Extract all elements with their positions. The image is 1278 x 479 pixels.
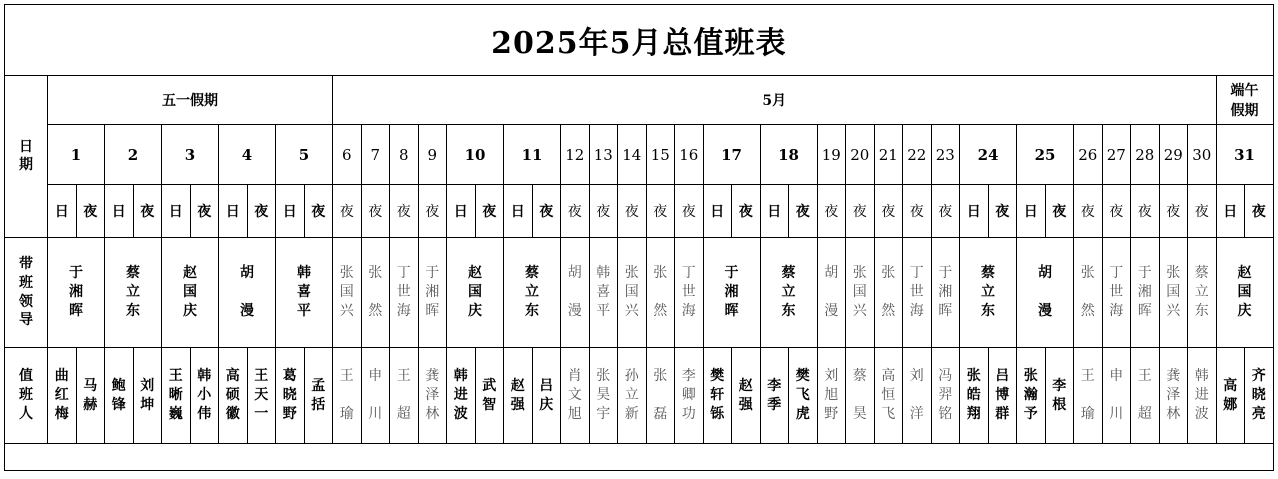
- date-cell: 23: [931, 125, 960, 185]
- leader-cell: 胡 漫: [1017, 238, 1074, 348]
- shift-cell: 日: [1216, 185, 1245, 238]
- shift-cell: 夜: [133, 185, 162, 238]
- shift-cell: 日: [105, 185, 134, 238]
- leader-cell: 张 国 兴: [846, 238, 875, 348]
- date-cell: 3: [162, 125, 219, 185]
- leader-cell: 丁 世 海: [390, 238, 419, 348]
- shift-cell: 日: [447, 185, 476, 238]
- duty-person-cell: 武 智: [475, 348, 504, 444]
- duty-person-cell: 韩 进 波: [1188, 348, 1217, 444]
- leader-cell: 于 湘 晖: [1131, 238, 1160, 348]
- leader-cell: 胡 漫: [817, 238, 846, 348]
- date-cell: 6: [333, 125, 362, 185]
- date-cell: 11: [504, 125, 561, 185]
- leader-cell: 胡 漫: [219, 238, 276, 348]
- shift-cell: 夜: [1074, 185, 1103, 238]
- duty-person-cell: 王 瑜: [1074, 348, 1103, 444]
- duty-person-cell: 孟 括: [304, 348, 333, 444]
- leader-cell: 张 国 兴: [333, 238, 362, 348]
- row-header-leader: 带 班 领 导: [5, 238, 48, 348]
- duty-schedule-table: [4, 4, 1274, 471]
- duty-person-cell: 王 超: [1131, 348, 1160, 444]
- shift-cell: 夜: [589, 185, 618, 238]
- shift-cell: 夜: [1159, 185, 1188, 238]
- leader-cell: 蔡 立 东: [1188, 238, 1217, 348]
- shift-cell: 夜: [304, 185, 333, 238]
- date-cell: 31: [1216, 125, 1273, 185]
- period-header-1: 5月: [333, 76, 1217, 125]
- shift-cell: 夜: [247, 185, 276, 238]
- shift-cell: 夜: [846, 185, 875, 238]
- duty-person-cell: 刘 洋: [903, 348, 932, 444]
- duty-person-cell: 冯 羿 铭: [931, 348, 960, 444]
- duty-person-cell: 赵 强: [732, 348, 761, 444]
- duty-person-cell: 李 季: [760, 348, 789, 444]
- shift-cell: 夜: [732, 185, 761, 238]
- period-header-0: 五一假期: [48, 76, 333, 125]
- duty-person-cell: 张 磊: [646, 348, 675, 444]
- date-cell: 16: [675, 125, 704, 185]
- duty-person-cell: 齐 晓 亮: [1245, 348, 1274, 444]
- date-cell: 24: [960, 125, 1017, 185]
- period-header-2: 端午 假期: [1216, 76, 1273, 125]
- duty-person-cell: 申 川: [1102, 348, 1131, 444]
- date-cell: 29: [1159, 125, 1188, 185]
- shift-cell: 夜: [903, 185, 932, 238]
- shift-cell: 夜: [1102, 185, 1131, 238]
- duty-person-cell: 吕 庆: [532, 348, 561, 444]
- shift-cell: 日: [703, 185, 732, 238]
- date-cell: 18: [760, 125, 817, 185]
- shift-cell: 夜: [931, 185, 960, 238]
- duty-person-cell: 蔡 昊: [846, 348, 875, 444]
- shift-cell: 夜: [561, 185, 590, 238]
- duty-person-cell: 高 恒 飞: [874, 348, 903, 444]
- duty-person-cell: 王 超: [390, 348, 419, 444]
- date-cell: 27: [1102, 125, 1131, 185]
- leader-cell: 张 然: [874, 238, 903, 348]
- shift-cell: 夜: [418, 185, 447, 238]
- leader-cell: 张 国 兴: [618, 238, 647, 348]
- date-cell: 1: [48, 125, 105, 185]
- date-cell: 26: [1074, 125, 1103, 185]
- shift-cell: 日: [504, 185, 533, 238]
- date-cell: 4: [219, 125, 276, 185]
- date-cell: 28: [1131, 125, 1160, 185]
- date-cell: 30: [1188, 125, 1217, 185]
- date-cell: 2: [105, 125, 162, 185]
- leader-cell: 于 湘 晖: [703, 238, 760, 348]
- duty-person-cell: 樊 轩 铄: [703, 348, 732, 444]
- leader-cell: 韩 喜 平: [276, 238, 333, 348]
- duty-person-cell: 王 天 一: [247, 348, 276, 444]
- leader-cell: 于 湘 晖: [418, 238, 447, 348]
- leader-cell: 丁 世 海: [675, 238, 704, 348]
- duty-person-cell: 申 川: [361, 348, 390, 444]
- duty-person-cell: 马 赫: [76, 348, 105, 444]
- shift-cell: 日: [219, 185, 248, 238]
- date-cell: 17: [703, 125, 760, 185]
- date-cell: 20: [846, 125, 875, 185]
- shift-cell: 日: [276, 185, 305, 238]
- date-cell: 22: [903, 125, 932, 185]
- leader-cell: 蔡 立 东: [504, 238, 561, 348]
- leader-cell: 于 湘 晖: [931, 238, 960, 348]
- leader-cell: 丁 世 海: [903, 238, 932, 348]
- leader-cell: 赵 国 庆: [162, 238, 219, 348]
- leader-cell: 韩 喜 平: [589, 238, 618, 348]
- duty-person-cell: 赵 强: [504, 348, 533, 444]
- shift-cell: 夜: [333, 185, 362, 238]
- leader-cell: 丁 世 海: [1102, 238, 1131, 348]
- shift-cell: 日: [48, 185, 77, 238]
- shift-cell: 夜: [646, 185, 675, 238]
- duty-person-cell: 樊 飞 虎: [789, 348, 818, 444]
- date-cell: 7: [361, 125, 390, 185]
- shift-cell: 夜: [475, 185, 504, 238]
- shift-cell: 夜: [618, 185, 647, 238]
- leader-cell: 张 然: [361, 238, 390, 348]
- leader-cell: 张 国 兴: [1159, 238, 1188, 348]
- duty-person-cell: 肖 文 旭: [561, 348, 590, 444]
- duty-person-cell: 鲍 锋: [105, 348, 134, 444]
- footer-note-area: [5, 444, 1274, 471]
- duty-person-cell: 葛 晓 野: [276, 348, 305, 444]
- date-cell: 5: [276, 125, 333, 185]
- date-cell: 19: [817, 125, 846, 185]
- duty-person-cell: 李 卿 功: [675, 348, 704, 444]
- leader-cell: 胡 漫: [561, 238, 590, 348]
- date-cell: 14: [618, 125, 647, 185]
- duty-person-cell: 孙 立 新: [618, 348, 647, 444]
- shift-cell: 夜: [76, 185, 105, 238]
- shift-cell: 夜: [1045, 185, 1074, 238]
- duty-person-cell: 刘 坤: [133, 348, 162, 444]
- shift-cell: 夜: [874, 185, 903, 238]
- shift-cell: 夜: [190, 185, 219, 238]
- date-cell: 12: [561, 125, 590, 185]
- date-cell: 10: [447, 125, 504, 185]
- leader-cell: 蔡 立 东: [105, 238, 162, 348]
- duty-person-cell: 王 晰 巍: [162, 348, 191, 444]
- shift-cell: 夜: [361, 185, 390, 238]
- leader-cell: 蔡 立 东: [960, 238, 1017, 348]
- shift-cell: 夜: [988, 185, 1017, 238]
- date-cell: 9: [418, 125, 447, 185]
- date-cell: 13: [589, 125, 618, 185]
- shift-cell: 夜: [789, 185, 818, 238]
- duty-person-cell: 刘 旭 野: [817, 348, 846, 444]
- shift-cell: 夜: [390, 185, 419, 238]
- duty-person-cell: 张 皓 翔: [960, 348, 989, 444]
- date-cell: 25: [1017, 125, 1074, 185]
- leader-cell: 赵 国 庆: [1216, 238, 1273, 348]
- duty-person-cell: 韩 进 波: [447, 348, 476, 444]
- row-header-date: 日 期: [5, 76, 48, 238]
- shift-cell: 日: [162, 185, 191, 238]
- shift-cell: 夜: [1188, 185, 1217, 238]
- duty-person-cell: 高 硕 徽: [219, 348, 248, 444]
- page-title: 2025年5月总值班表: [5, 5, 1274, 76]
- shift-cell: 夜: [817, 185, 846, 238]
- duty-person-cell: 高 娜: [1216, 348, 1245, 444]
- duty-person-cell: 龚 泽 林: [1159, 348, 1188, 444]
- row-header-duty: 值 班 人: [5, 348, 48, 444]
- duty-person-cell: 曲 红 梅: [48, 348, 77, 444]
- shift-cell: 日: [760, 185, 789, 238]
- shift-cell: 夜: [1131, 185, 1160, 238]
- duty-person-cell: 吕 博 群: [988, 348, 1017, 444]
- leader-cell: 赵 国 庆: [447, 238, 504, 348]
- duty-person-cell: 龚 泽 林: [418, 348, 447, 444]
- shift-cell: 日: [1017, 185, 1046, 238]
- duty-person-cell: 王 瑜: [333, 348, 362, 444]
- date-cell: 21: [874, 125, 903, 185]
- shift-cell: 日: [960, 185, 989, 238]
- leader-cell: 张 然: [646, 238, 675, 348]
- shift-cell: 夜: [675, 185, 704, 238]
- duty-person-cell: 李 根: [1045, 348, 1074, 444]
- leader-cell: 蔡 立 东: [760, 238, 817, 348]
- duty-person-cell: 韩 小 伟: [190, 348, 219, 444]
- leader-cell: 于 湘 晖: [48, 238, 105, 348]
- leader-cell: 张 然: [1074, 238, 1103, 348]
- date-cell: 8: [390, 125, 419, 185]
- duty-person-cell: 张 瀚 予: [1017, 348, 1046, 444]
- duty-person-cell: 张 昊 宇: [589, 348, 618, 444]
- shift-cell: 夜: [1245, 185, 1274, 238]
- shift-cell: 夜: [532, 185, 561, 238]
- date-cell: 15: [646, 125, 675, 185]
